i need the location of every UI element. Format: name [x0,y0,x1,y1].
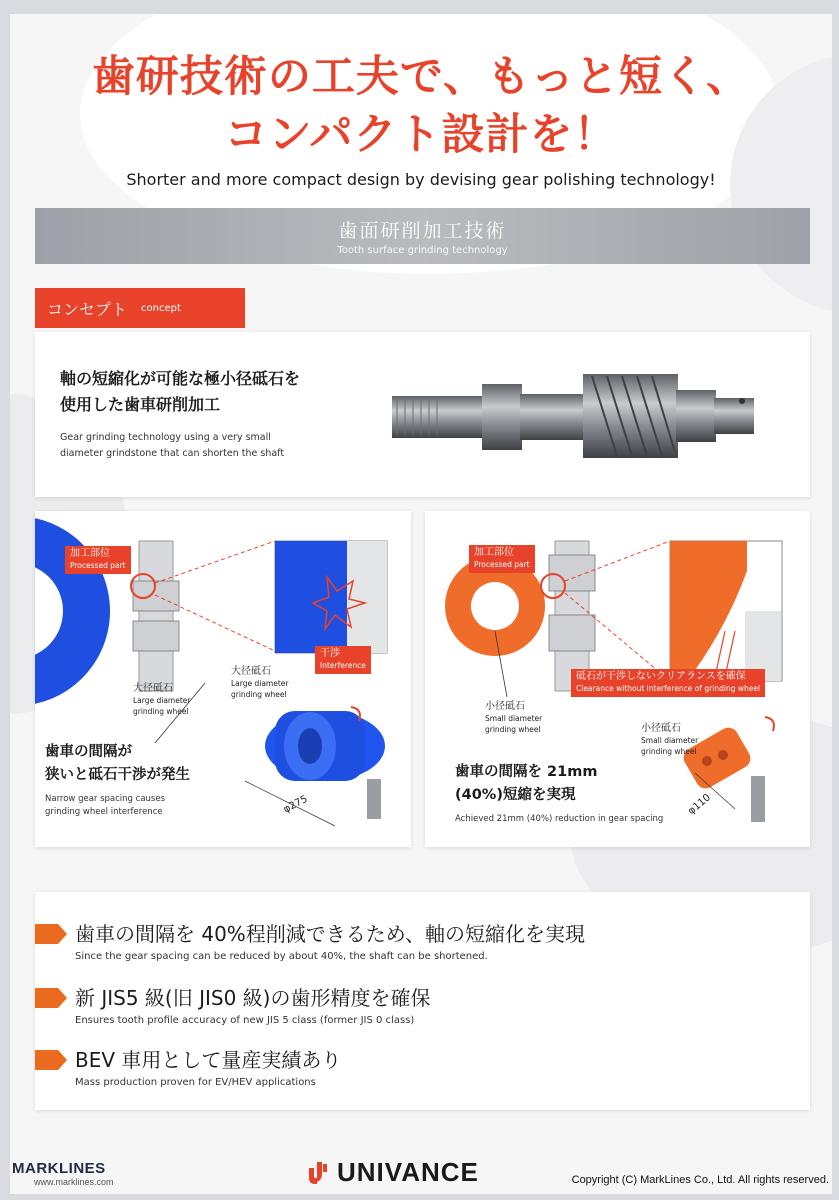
concept-jp-line-1: 軸の短縮化が可能な極小径砥石を [60,369,301,388]
concept-tag-jp: コンセプト [47,299,128,319]
small-wheel-diameter: φ110 [686,792,713,818]
small-wheel-jp-2: 小径砥石 [641,723,681,734]
clearance-jp: 砥石が干渉しないクリアランスを確保 [576,671,746,682]
large-wheel-en-1a: Large diameter [133,696,191,705]
arrow-icon [35,1050,67,1070]
small-wheel-label-1 [485,701,542,735]
benefit-en: Ensures tooth profile accuracy of new JIS 5 class (former JIS 0 class) [75,1015,415,1026]
banner-title-jp: 歯面研削加工技術 [338,220,507,242]
concept-description-en [60,430,284,462]
large-wheel-label-2 [231,666,288,700]
concept-panel [35,332,810,497]
processed-part-jp: 加工部位 [474,547,514,558]
large-wheel-panel [35,511,411,847]
gear-shaft-image [387,362,762,467]
section-banner [35,208,810,264]
small-wheel-label-2 [641,723,698,757]
large-wheel-label-1 [133,683,190,717]
marklines-watermark [12,1160,114,1187]
processed-part-jp: 加工部位 [70,548,110,559]
small-wheel-jp-1: 小径砥石 [485,701,525,712]
benefit-en: Since the gear spacing can be reduced by about 40%, the shaft can be shortened. [75,951,488,962]
large-wheel-jp-1: 大径砥石 [133,683,173,694]
large-wheel-en-2b: grinding wheel [231,690,287,699]
large-wheel-diameter: φ275 [281,793,310,816]
benefit-jp: BEV 車用として量産実績あり [75,1048,342,1072]
marklines-url: www.marklines.com [34,1177,114,1187]
poster [10,14,832,1194]
small-wheel-en-1a: Small diameter [485,714,543,723]
arrow-icon [35,988,67,1008]
processed-part-tag [65,546,131,574]
interference-en: Interference [320,661,366,670]
large-wheel-caption-2: grinding wheel interference [45,807,163,817]
large-wheel-headline-2: 狭いと砥石干渉が発生 [45,767,190,783]
brand-logo [307,1157,479,1188]
benefit-jp: 歯車の間隔を 40%程削減できるため、軸の短縮化を実現 [75,922,586,946]
large-wheel-en-2a: Large diameter [231,679,289,688]
small-wheel-caption: Achieved 21mm (40%) reduction in gear spacing [455,814,664,824]
banner-title-en: Tooth surface grinding technology [337,245,508,256]
concept-tag-en: concept [141,302,181,314]
small-wheel-en-2b: grinding wheel [641,747,697,756]
subtitle: Shorter and more compact design by devising gear polishing technology! [126,170,716,189]
large-wheel-caption-1: Narrow gear spacing causes [45,794,166,804]
brand-name: UNIVANCE [337,1157,479,1187]
benefit-en: Mass production proven for EV/HEV applications [75,1077,316,1088]
large-wheel-headline-1: 歯車の間隔が [45,744,132,760]
concept-en-line-2: diameter grindstone that can shorten the shaft [60,448,285,459]
small-wheel-headline [455,761,597,807]
small-wheel-en-1b: grinding wheel [485,725,541,734]
concept-description-jp [60,366,300,418]
large-wheel-en-1b: grinding wheel [133,707,189,716]
benefits-panel [35,892,810,1110]
large-wheel-jp-2: 大径砥石 [231,666,271,677]
marklines-logo: MARKLINES [12,1160,106,1177]
processed-part-tag [469,545,535,573]
clearance-tag [571,669,765,697]
interference-tag [315,646,371,674]
small-wheel-panel [425,511,810,847]
benefit-jp: 新 JIS5 級(旧 JIS0 級)の歯形精度を確保 [75,986,431,1010]
small-wheel-headline-1: 歯車の間隔を 21mm [455,764,598,780]
copyright-notice: Copyright (C) MarkLines Co., Ltd. All rights reserved. [571,1174,829,1186]
page-title [30,48,812,164]
arrow-icon [35,924,67,944]
small-wheel-headline-2: (40%)短縮を実現 [455,787,576,803]
clearance-en: Clearance without interference of grinding wheel [576,684,761,693]
concept-tag [35,288,245,328]
concept-en-line-1: Gear grinding technology using a very small [60,432,271,443]
processed-part-en: Processed part [474,560,530,569]
interference-jp: 干渉 [320,648,340,659]
large-wheel-headline [45,741,190,787]
concept-jp-line-2: 使用した歯車研削加工 [60,395,221,414]
processed-part-en: Processed part [70,561,126,570]
title-line-1: 歯研技術の工夫で、もっと短く、 [91,52,751,102]
title-line-2: コンパクト設計を！ [224,110,618,160]
univance-logo-icon [307,1160,329,1186]
large-wheel-caption [45,793,165,819]
small-wheel-en-2a: Small diameter [641,736,699,745]
